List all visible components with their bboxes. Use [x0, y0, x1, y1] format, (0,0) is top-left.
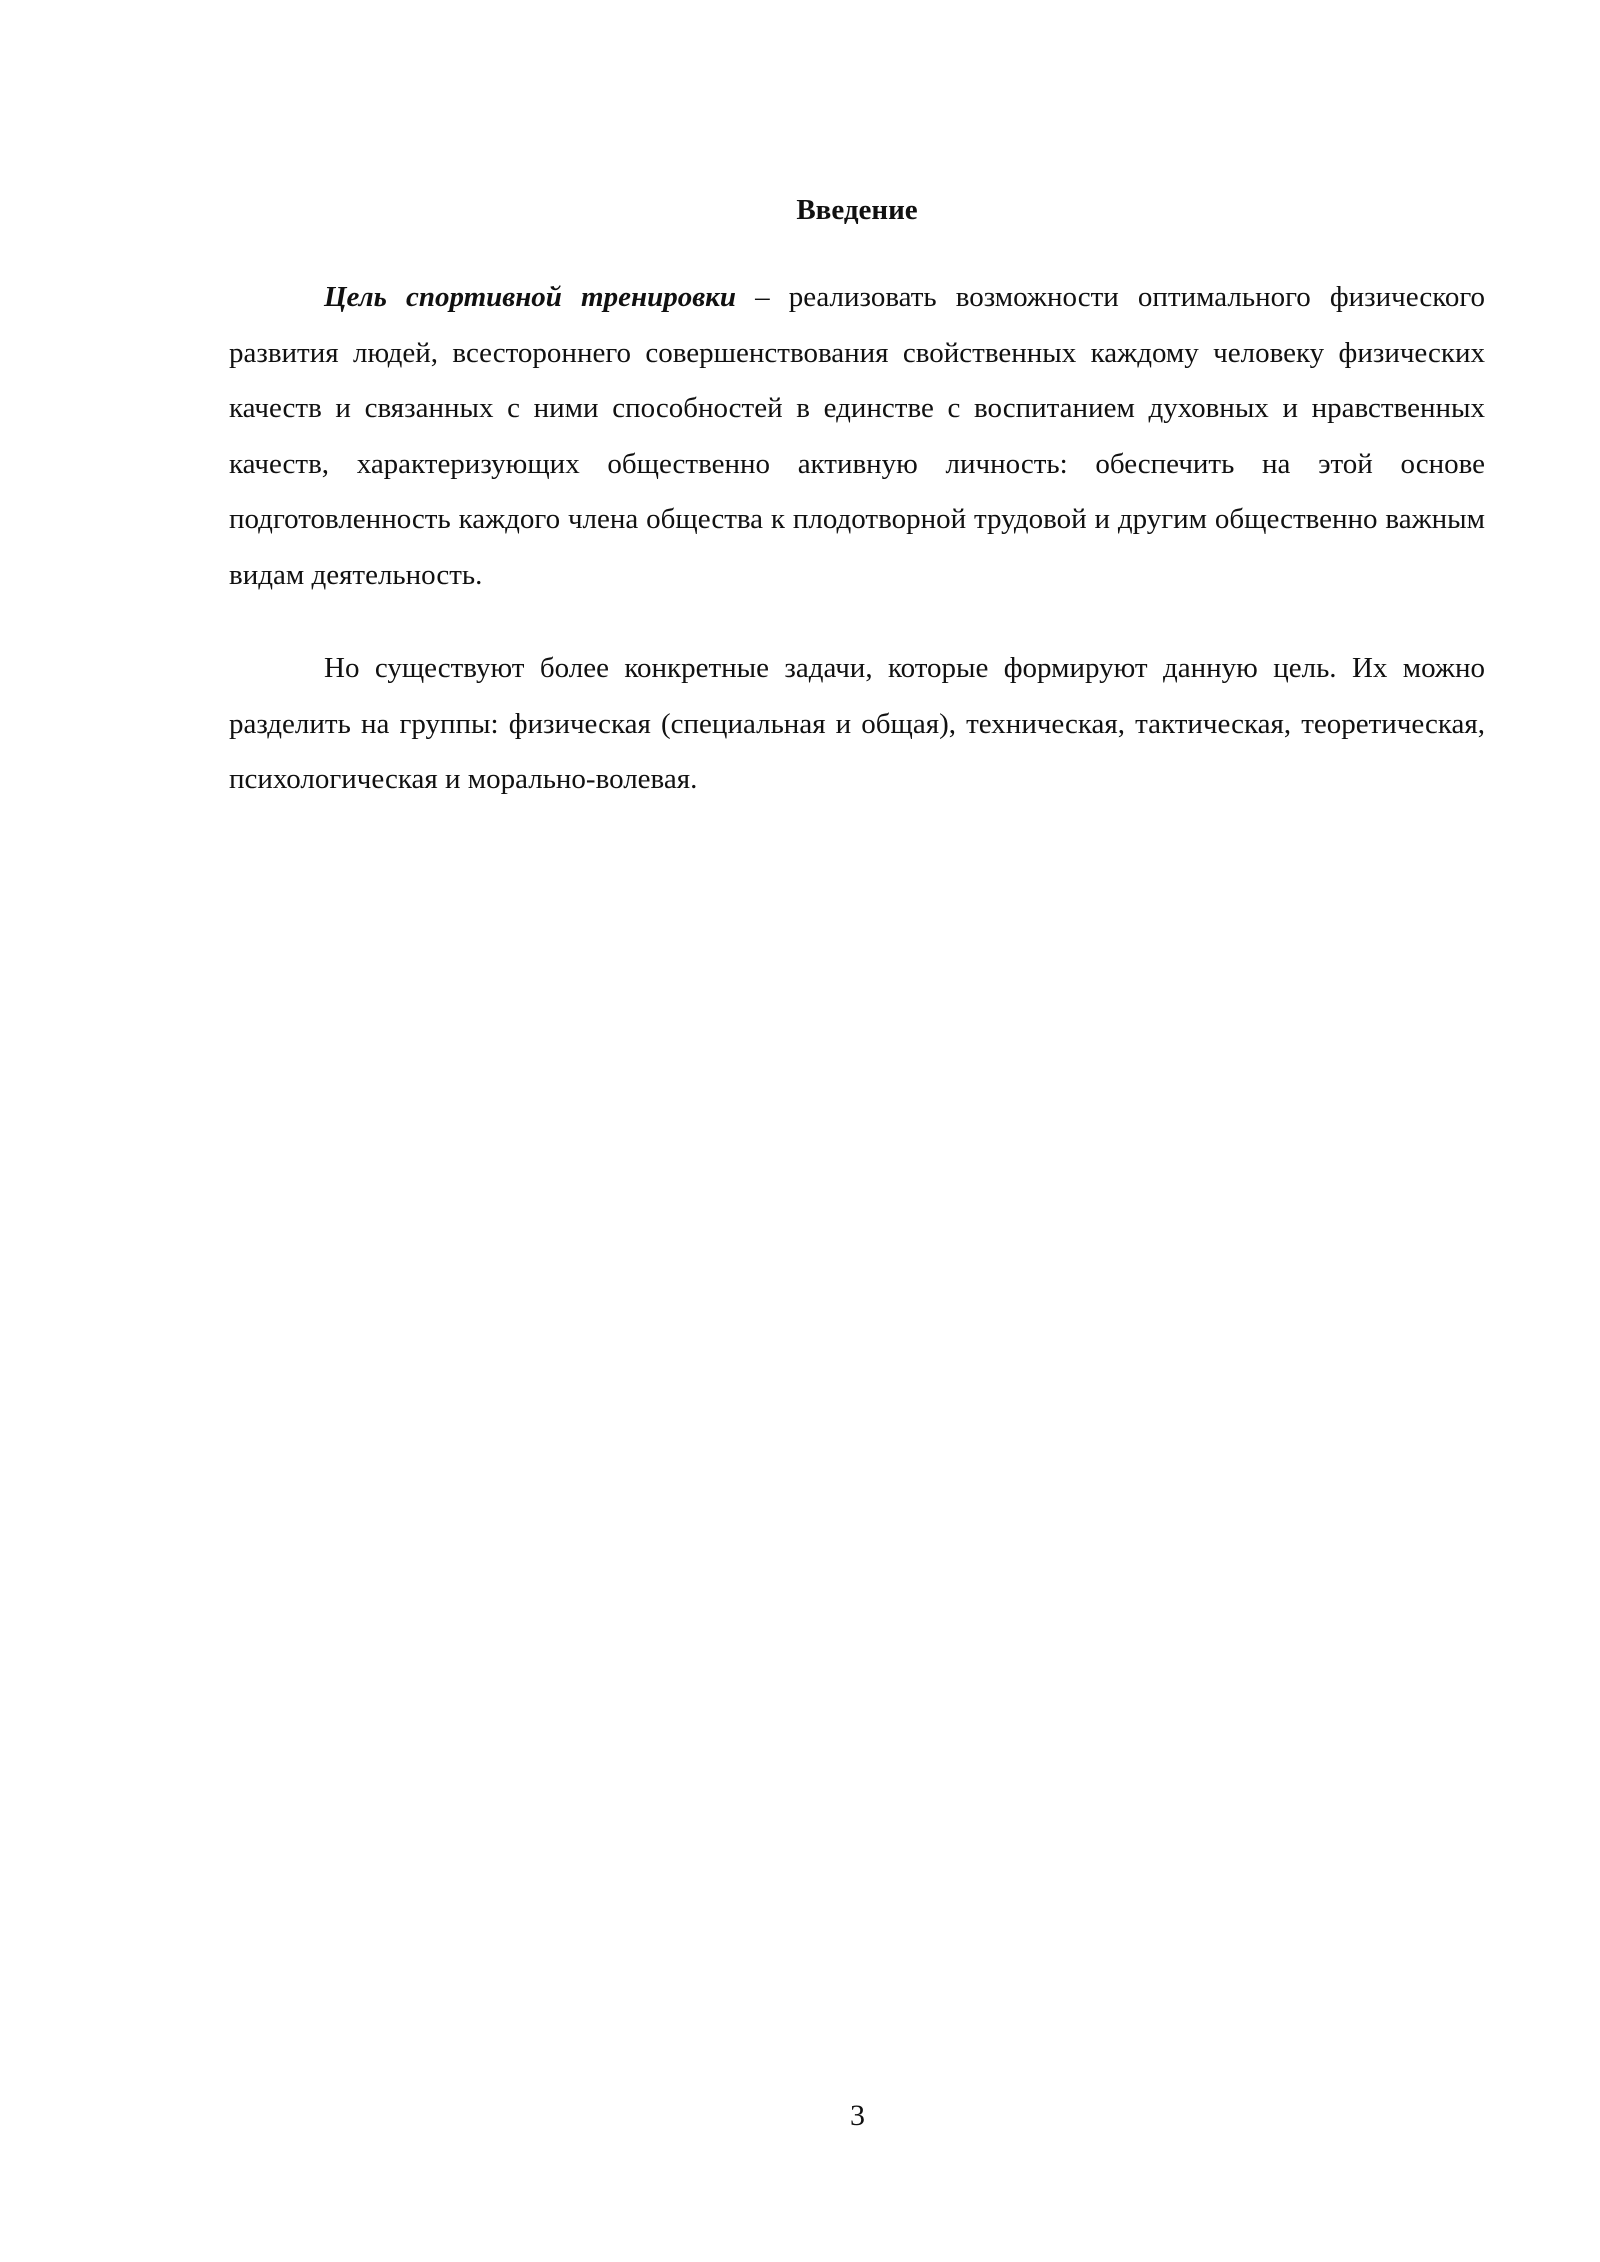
- page-number: 3: [850, 2099, 865, 2132]
- page-content: [229, 186, 1485, 846]
- term-sports-training-goal: Цель спортивной тренировки: [324, 281, 736, 313]
- paragraph-goal: [229, 270, 1485, 603]
- section-title: Введение: [796, 194, 918, 226]
- paragraph-tasks: Но существуют более конкретные задачи, которые формируют данную цель. Их можно разделить на группы: физическая (специальная и общая), техническая, тактическая, теоретическая, психологическая и морально-волевая.: [229, 652, 1485, 795]
- paragraph-goal-text: – реализовать возможности оптимального физического развития людей, всестороннего совершенствования свойственных каждому человеку физических качеств и связанных с ними способностей в единстве с воспитанием духовных и нравственных качеств, характеризующих общественно активную личность: обеспечить на этой основе подготовленность каждого члена общества к плодотворной трудовой и другим общественно важным видам деятельность.: [229, 281, 1485, 591]
